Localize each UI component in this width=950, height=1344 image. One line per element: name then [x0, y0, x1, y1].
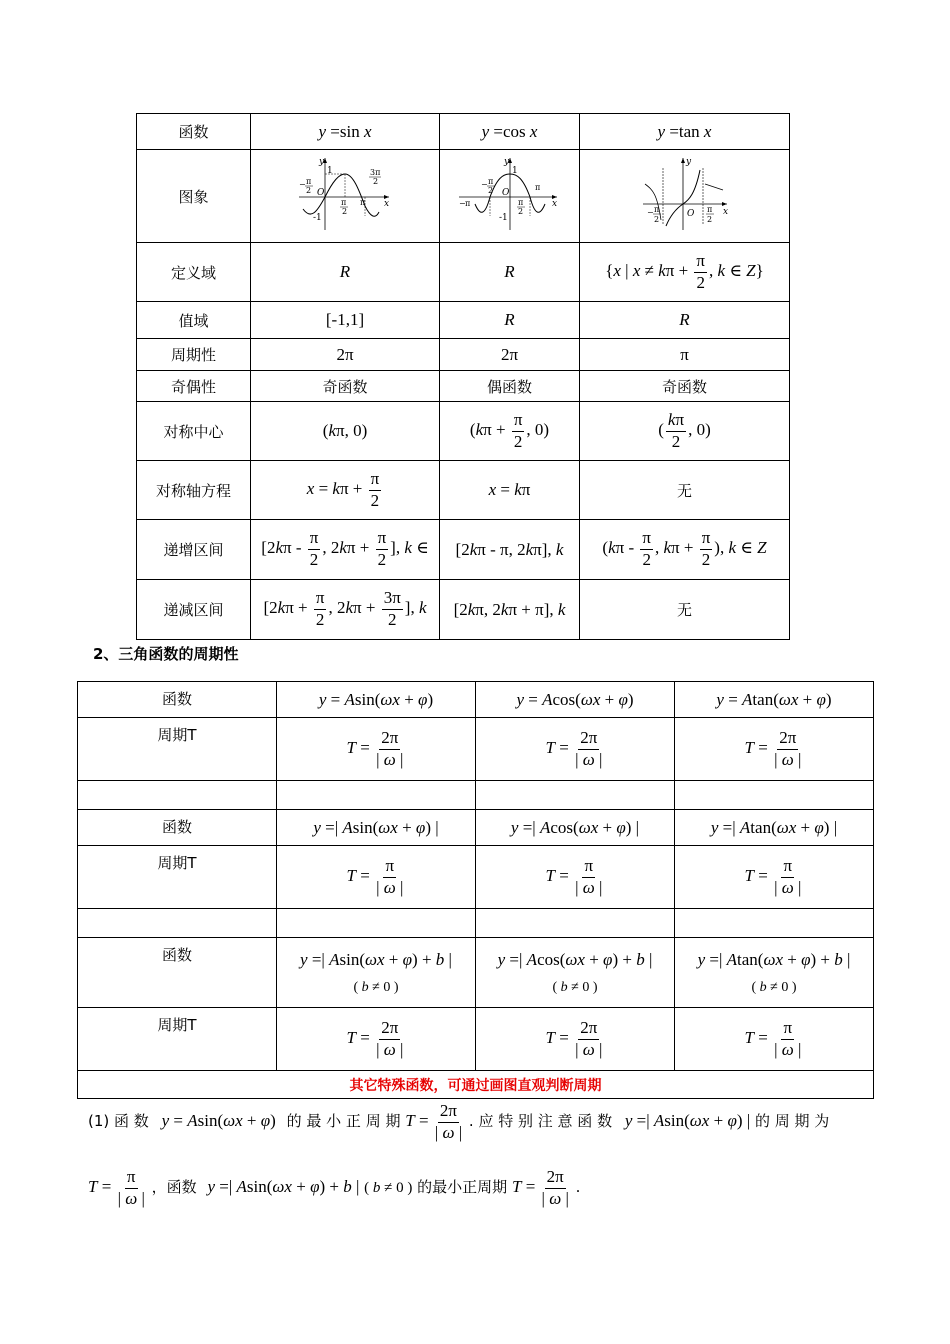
- g2-period-label: 周期T: [78, 846, 277, 909]
- p2-period: T = $\frac{\pi}{| \omega |}$: [88, 1167, 145, 1208]
- increase-sin: [2kπ - $\frac{\pi}{2}$ , 2kπ + $\frac{\pi}{2}$ ], k ∈: [251, 520, 440, 580]
- g2-period-tan: T = $\frac{\pi}{| \omega |}$: [675, 846, 874, 909]
- tan-graph-two2: 2: [706, 215, 712, 224]
- p2-func: y =| Asin(ωx + φ) + b |: [207, 1177, 360, 1197]
- center-tan: ( $\frac{k\pi}{2}$ , 0): [580, 402, 790, 461]
- g3-period-label: 周期T: [78, 1008, 277, 1071]
- g3-period-tan: T = $\frac{\pi}{| \omega |}$: [675, 1008, 874, 1071]
- center-cos: (kπ + $\frac{\pi}{2}$ , 0): [440, 402, 580, 461]
- sin-graph: [295, 154, 395, 234]
- tan-graph-x: x: [722, 207, 728, 217]
- sin-graph-pi3: π: [360, 198, 366, 207]
- spacer-row-2: [78, 909, 874, 938]
- g2-period-sin: T = $\frac{\pi}{| \omega |}$: [277, 846, 476, 909]
- cos-graph-cell: [440, 150, 580, 243]
- cos-graph-neg2: −: [480, 180, 488, 189]
- domain-tan: {x | x ≠ kπ + $\frac{\pi}{2}$ , k ∈ Z}: [580, 243, 790, 302]
- decrease-cos: [2kπ, 2kπ + π], k: [440, 580, 580, 640]
- p2-text: 的最小正周期: [417, 1178, 508, 1197]
- g2-period-row: [78, 846, 874, 909]
- p2-cond: ( b ≠ 0 ): [364, 1180, 413, 1197]
- period-table: [77, 681, 874, 1099]
- sin-graph-two2: 2: [342, 207, 348, 216]
- cos-graph-two1: 2: [487, 186, 493, 195]
- g3-cos: y =| Acos(ωx + φ) + b | ( b ≠ 0 ): [476, 938, 675, 1008]
- g1-period-tan: T = $\frac{2\pi}{| \omega |}$: [675, 718, 874, 781]
- row-label-decrease: 递减区间: [137, 580, 251, 640]
- sin-graph-3pi: 3π: [370, 168, 381, 177]
- footer-note: 其它特殊函数，可通过画图直观判断周期: [78, 1071, 874, 1099]
- row-label-range: 值域: [137, 302, 251, 339]
- g2-tan: y =| Atan(ωx + φ) |: [675, 810, 874, 846]
- period-row: [137, 339, 790, 371]
- sin-graph-neg: −: [299, 180, 306, 189]
- axis-cos: x = kπ: [440, 461, 580, 520]
- g1-func-row: [78, 682, 874, 718]
- g3-func-row: [78, 938, 874, 1008]
- tan-graph-neg: −: [646, 208, 654, 217]
- period-tan: π: [580, 339, 790, 371]
- g1-func-label: 函数: [78, 682, 277, 718]
- p1-func: y = Asin(ωx + φ): [161, 1111, 276, 1131]
- paragraph-line-2: [88, 1168, 580, 1208]
- range-sin: [-1,1]: [251, 302, 440, 339]
- g1-period-cos: T = $\frac{2\pi}{| \omega |}$: [476, 718, 675, 781]
- cos-graph-pi3: π: [517, 198, 523, 207]
- p2-mid: ，函数: [151, 1178, 197, 1197]
- cos-graph-o: O: [501, 188, 509, 198]
- sin-graph-two3: 2: [373, 177, 379, 186]
- row-label-period: 周期性: [137, 339, 251, 371]
- period-sin: 2π: [251, 339, 440, 371]
- g2-func-label: 函数: [78, 810, 277, 846]
- domain-cos: R: [440, 243, 580, 302]
- sin-graph-negone: -1: [313, 213, 322, 223]
- trig-properties-table: [136, 113, 790, 640]
- p2-period2: T = $\frac{2\pi}{| \omega |}$: [511, 1167, 569, 1208]
- cos-graph-x: x: [551, 199, 557, 209]
- footer-row: [78, 1071, 874, 1099]
- p1-mid: 的 最 小 正 周 期: [286, 1112, 401, 1131]
- spacer-row-1: [78, 781, 874, 810]
- cos-graph-pi4: π: [534, 183, 540, 192]
- g1-sin: y = Asin(ωx + φ): [277, 682, 476, 718]
- sin-graph-x: x: [384, 199, 390, 209]
- header-tan: y =tan x: [580, 114, 790, 150]
- period-cos: 2π: [440, 339, 580, 371]
- range-row: [137, 302, 790, 339]
- tan-graph-cell: [580, 150, 790, 243]
- section-2-title: 2、三角函数的周期性: [93, 645, 239, 663]
- row-label-domain: 定义域: [137, 243, 251, 302]
- range-tan: R: [580, 302, 790, 339]
- g3-sin: y =| Asin(ωx + φ) + b | ( b ≠ 0 ): [277, 938, 476, 1008]
- g3-period-row: [78, 1008, 874, 1071]
- row-label-parity: 奇偶性: [137, 371, 251, 402]
- g1-period-row: [78, 718, 874, 781]
- header-row: [137, 114, 790, 150]
- header-cos: y =cos x: [440, 114, 580, 150]
- increase-cos: [2kπ - π, 2kπ], k: [440, 520, 580, 580]
- cos-graph-negone: -1: [498, 213, 508, 223]
- sin-graph-pi1: π: [306, 177, 312, 186]
- tan-graph-y: y: [685, 157, 691, 167]
- g2-sin: y =| Asin(ωx + φ) |: [277, 810, 476, 846]
- center-row: [137, 402, 790, 461]
- p1-end: 的 周 期 为: [754, 1112, 830, 1131]
- g3-func-label: 函数: [78, 938, 277, 1008]
- domain-sin: R: [251, 243, 440, 302]
- g2-func-row: [78, 810, 874, 846]
- g1-period-sin: T = $\frac{2\pi}{| \omega |}$: [277, 718, 476, 781]
- cos-graph-pi2: π: [487, 177, 493, 186]
- decrease-sin: [2kπ + $\frac{\pi}{2}$ , 2kπ + $\frac{3\pi}{2}$ ], k: [251, 580, 440, 640]
- g1-cos: y = Acos(ωx + φ): [476, 682, 675, 718]
- p1-period: T = $\frac{2\pi}{| \omega |}$: [405, 1101, 463, 1142]
- parity-row: [137, 371, 790, 402]
- decrease-row: [137, 580, 790, 640]
- domain-row: [137, 243, 790, 302]
- tan-graph-two1: 2: [653, 215, 659, 224]
- p1-func-abs: y =| Asin(ωx + φ) |: [624, 1111, 751, 1131]
- tan-graph-pi2: π: [706, 205, 712, 214]
- cos-graph-y: y: [503, 157, 509, 167]
- sin-graph-cell: [251, 150, 440, 243]
- increase-tan: (kπ - $\frac{\pi}{2}$ , kπ + $\frac{\pi}{2}$ ), k ∈ Z: [580, 520, 790, 580]
- row-label-center: 对称中心: [137, 402, 251, 461]
- range-cos: R: [440, 302, 580, 339]
- decrease-tan: 无: [580, 580, 790, 640]
- g3-tan: y =| Atan(ωx + φ) + b | ( b ≠ 0 ): [675, 938, 874, 1008]
- p2-end: .: [575, 1178, 581, 1197]
- row-label-increase: 递增区间: [137, 520, 251, 580]
- center-sin: (kπ, 0): [251, 402, 440, 461]
- row-label-graph: 图象: [137, 150, 251, 243]
- axis-row: [137, 461, 790, 520]
- g3-period-sin: T = $\frac{2\pi}{| \omega |}$: [277, 1008, 476, 1071]
- paragraph-line-1: [88, 1102, 829, 1142]
- parity-cos: 偶函数: [440, 371, 580, 402]
- tan-graph-pi1: π: [653, 205, 659, 214]
- sin-graph-one: 1: [327, 166, 333, 176]
- sin-graph-o: O: [317, 188, 325, 198]
- p1-note: . 应 特 别 注 意 函 数: [468, 1112, 613, 1131]
- increase-row: [137, 520, 790, 580]
- g2-cos: y =| Acos(ωx + φ) |: [476, 810, 675, 846]
- header-sin: y =sin x: [251, 114, 440, 150]
- p1-prefix: (1) 函 数: [88, 1112, 149, 1131]
- axis-sin: x = kπ + $\frac{\pi}{2}$: [251, 461, 440, 520]
- cos-graph-two2: 2: [517, 207, 523, 216]
- parity-tan: 奇函数: [580, 371, 790, 402]
- axis-tan: 无: [580, 461, 790, 520]
- sin-graph-y: y: [319, 157, 325, 167]
- sin-graph-pi2: π: [341, 198, 347, 207]
- g2-period-cos: T = $\frac{\pi}{| \omega |}$: [476, 846, 675, 909]
- g1-tan: y = Atan(ωx + φ): [675, 682, 874, 718]
- cos-graph: [455, 154, 565, 234]
- cos-graph-one: 1: [511, 166, 518, 176]
- tan-graph-o: O: [686, 209, 694, 219]
- cos-graph-pi1: π: [464, 199, 470, 208]
- sin-graph-two1: 2: [306, 186, 312, 195]
- graph-row: [137, 150, 790, 243]
- parity-sin: 奇函数: [251, 371, 440, 402]
- g1-period-label: 周期T: [78, 718, 277, 781]
- tan-graph: [635, 154, 735, 234]
- cos-graph-neg1: −: [458, 199, 466, 208]
- g3-period-cos: T = $\frac{2\pi}{| \omega |}$: [476, 1008, 675, 1071]
- row-label-function: 函数: [137, 114, 251, 150]
- row-label-axis: 对称轴方程: [137, 461, 251, 520]
